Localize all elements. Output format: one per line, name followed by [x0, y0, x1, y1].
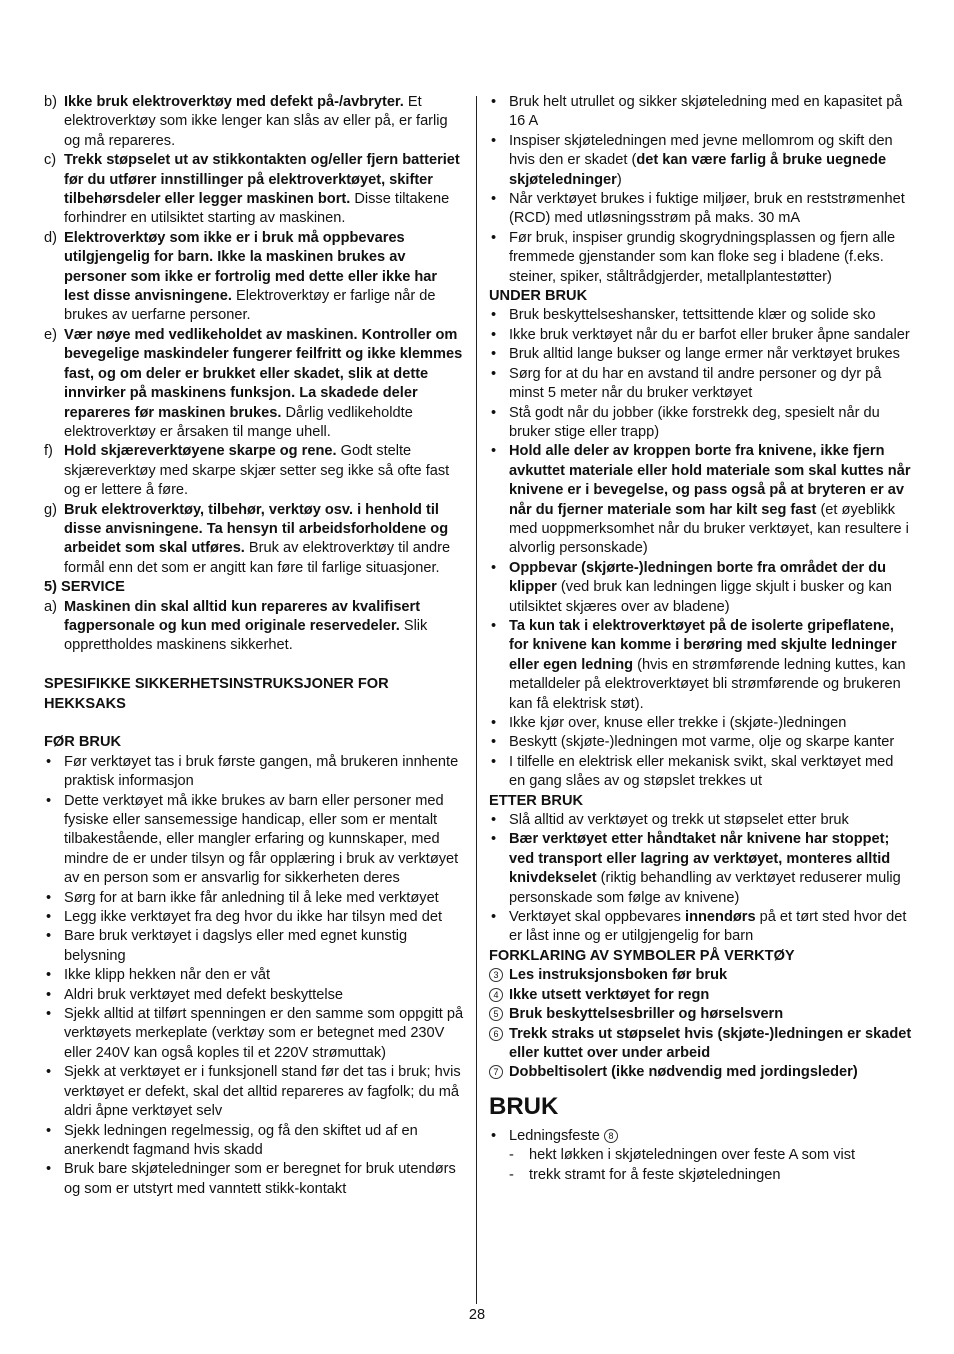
safety-item-body — [64, 229, 464, 326]
etter-bruk-bullet-text: Verktøyet skal oppbevares — [509, 909, 686, 926]
cord-bullet-body — [509, 93, 912, 132]
safety-item — [44, 93, 464, 151]
for-bruk-bullet — [44, 1063, 464, 1121]
for-bruk-bullet — [44, 1005, 464, 1063]
safety-item-text: Dårlig vedlikeholdte elektroverktøy er årsaken til mange uhell. — [64, 404, 413, 440]
cord-bullet-text: ) — [616, 171, 622, 188]
safety-item-label: c) — [44, 152, 57, 169]
bruk-bullet — [489, 1127, 912, 1146]
cord-bullet-body — [509, 229, 912, 287]
safety-item-label: b) — [44, 94, 57, 110]
under-bruk-bullet-body — [509, 753, 912, 792]
under-bruk-bullet-body — [509, 559, 912, 617]
bullet-icon: • — [491, 443, 497, 460]
for-bruk-bullet — [44, 792, 464, 889]
safety-item-bold: Trekk støpselet ut av stikkontakten og/eller fjern batteriet før du utfører innstillinger på elektroverktøyet, skifter tilbehørsdeler eller legger maskinen bort. — [64, 152, 460, 208]
symbol-item — [489, 1063, 912, 1082]
under-bruk-bullet-body — [509, 365, 912, 404]
under-bruk-bullet — [489, 345, 912, 364]
symbol-number — [489, 1025, 509, 1064]
under-bruk-bullet — [489, 442, 912, 558]
under-bruk-bullet-body — [509, 442, 912, 558]
under-bruk-heading: UNDER BRUK — [489, 288, 588, 305]
for-bruk-bullet — [44, 986, 464, 1005]
etter-bruk-bullet-body — [509, 811, 912, 830]
safety-item — [44, 442, 464, 500]
safety-item-bold: Elektroverktøy som ikke er i bruk må oppbevares utilgjengelig for barn. Ikke la maskinen brukes av personer som ikke er fortrolig med dette eller ikke har lest disse anvisningene. — [64, 229, 438, 305]
safety-item-label: f) — [44, 443, 53, 460]
symbol-number-icon: 3 — [489, 968, 503, 982]
bullet-icon: • — [46, 986, 52, 1003]
under-bruk-bullet-text: (et øyeblikk med uoppmerksomhet når du bruker verktøyet, kan resultere i alvorlig personskade) — [509, 501, 909, 557]
column-divider — [476, 96, 477, 1304]
bruk-title: BRUK — [489, 1092, 559, 1120]
bruk-dash-item — [489, 1146, 912, 1165]
safety-item-body — [64, 442, 464, 500]
for-bruk-bullet — [44, 889, 464, 908]
bruk-dash-text: hekt løkken i skjøteledningen over feste A som vist — [529, 1147, 856, 1164]
under-bruk-bullet-body — [509, 617, 912, 714]
under-bruk-bullet — [489, 733, 912, 752]
under-bruk-bullet-text: Sørg for at du har en avstand til andre personer og dyr på minst 5 meter når du bruker verktøyet — [509, 365, 882, 402]
bullet-icon: • — [491, 734, 497, 751]
under-bruk-bullet — [489, 714, 912, 733]
bruk-dash-list — [489, 1146, 912, 1185]
cord-bullet-text: Når verktøyet brukes i fuktige miljøer, bruk en reststrømenhet (RCD) med utløsningsstrøm på maks. 30 mA — [509, 191, 905, 227]
dash-icon: - — [509, 1166, 514, 1183]
under-bruk-list — [489, 306, 912, 791]
left-column — [44, 93, 464, 1199]
symbol-number-icon: 6 — [489, 1027, 503, 1041]
etter-bruk-list — [489, 811, 912, 947]
under-bruk-bullet — [489, 753, 912, 792]
for-bruk-bullet-text: Sjekk alltid at tilført spenningen er den samme som oppgitt på verktøyets merkeplate (verktøy som er betegnet med 230V eller 240V kan også koples til et 220V strømuttak) — [64, 1006, 464, 1061]
bullet-icon: • — [491, 715, 497, 731]
cord-bullet — [489, 190, 912, 229]
cord-bullet — [489, 132, 912, 190]
bullet-icon: • — [491, 753, 497, 770]
symbol-number — [489, 1005, 509, 1024]
safety-item-text: Et elektroverktøy som ikke lenger kan slås av eller på, er farlig og må repareres. — [64, 94, 448, 149]
for-bruk-bullet — [44, 908, 464, 927]
safety-item-bold: Hold skjæreverktøyene skarpe og rene. — [64, 443, 337, 460]
etter-bruk-bullet-bold: innendørs — [685, 909, 756, 926]
bullet-icon: • — [491, 1127, 497, 1144]
right-column — [489, 93, 912, 1185]
symbol-item — [489, 1025, 912, 1064]
safety-item-label: e) — [44, 326, 57, 343]
dash-icon: - — [509, 1147, 514, 1164]
symbol-number — [489, 1063, 509, 1082]
for-bruk-list — [44, 753, 464, 1199]
for-bruk-bullet-text: Før verktøyet tas i bruk første gangen, må brukeren innhente praktisk informasjon — [64, 753, 459, 790]
bullet-icon: • — [491, 191, 497, 208]
for-bruk-bullet-text: Ikke klipp hekken når den er våt — [64, 967, 271, 984]
service-item — [44, 598, 464, 656]
for-bruk-bullet-text: Sjekk ledningen regelmessig, og få den skiftet ud af en anerkendt fagmand hvis skadd — [64, 1122, 418, 1158]
for-bruk-bullet — [44, 1160, 464, 1199]
safety-item — [44, 501, 464, 579]
cord-bullet-bold: det kan være farlig å bruke uegnede skjøteledninger — [509, 152, 887, 188]
under-bruk-bullet-body — [509, 733, 912, 752]
for-bruk-bullet-text: Aldri bruk verktøyet med defekt beskyttelse — [64, 986, 344, 1003]
safety-item-bold: Bruk elektroverktøy, tilbehør, verktøy osv. i henhold til disse anvisningene. Ta hensyn til arbeidsforholdene og arbeidet som skal utføres. — [64, 501, 449, 557]
page-number: 28 — [468, 1307, 486, 1323]
symbol-item — [489, 1005, 912, 1024]
safety-item-body — [64, 501, 464, 579]
safety-item-body — [64, 151, 464, 229]
cord-bullet — [489, 229, 912, 287]
under-bruk-bullet — [489, 306, 912, 325]
safety-item-bold: Vær nøye med vedlikeholdet av maskinen. Kontroller om bevegelige maskindeler fungerer feilfritt og ikke klemmes fast, og om deler er brukket eller skadet, slik at dette innvirker på maskinens funksjon. La skadede deler repareres før maskinen brukes. — [64, 326, 463, 421]
bullet-icon: • — [46, 909, 52, 926]
etter-bruk-bullet-body — [509, 830, 912, 908]
bruk-bullet-text: Ledningsfeste — [509, 1127, 600, 1144]
bullet-icon: • — [46, 753, 52, 770]
etter-bruk-bullet — [489, 811, 912, 830]
under-bruk-bullet-text: Bruk alltid lange bukser og lange ermer når verktøyet brukes — [509, 346, 900, 363]
bullet-icon: • — [491, 365, 497, 382]
for-bruk-bullet-text: Bare bruk verktøyet i dagslys eller med egnet kunstig belysning — [64, 928, 408, 964]
for-bruk-bullet — [44, 927, 464, 966]
symbols-list — [489, 966, 912, 1082]
for-bruk-bullet-text: Bruk bare skjøteledninger som er beregnet for bruk utendørs og som er utstyrt med vanntett stikk-kontakt — [64, 1161, 456, 1197]
under-bruk-bullet — [489, 404, 912, 443]
under-bruk-bullet-text: Bruk beskyttelseshansker, tettsittende klær og solide sko — [509, 307, 876, 324]
safety-item-body — [64, 93, 464, 151]
symbols-heading: FORKLARING AV SYMBOLER PÅ VERKTØY — [489, 947, 795, 964]
bullet-icon: • — [491, 94, 497, 110]
under-bruk-bullet — [489, 617, 912, 714]
safety-item-body — [64, 326, 464, 442]
symbol-number — [489, 986, 509, 1005]
bullet-icon: • — [46, 1064, 52, 1081]
bullet-icon: • — [491, 617, 497, 634]
service-item-bold: Maskinen din skal alltid kun repareres av kvalifisert fagpersonale og kun med originale reservedeler. — [64, 598, 421, 634]
for-bruk-bullet-text: Legg ikke verktøyet fra deg hvor du ikke har tilsyn med det — [64, 909, 442, 926]
etter-bruk-bullet — [489, 908, 912, 947]
under-bruk-bullet-bold: Ta kun tak i elektroverktøyet på de isolerte gripeflatene, for knivene kan komme i berøring med skjulte ledninger eller egen ledning — [509, 617, 897, 673]
service-heading: 5) SERVICE — [44, 579, 125, 596]
under-bruk-bullet-text: Ikke kjør over, knuse eller trekke i (skjøte-)ledningen — [509, 715, 847, 731]
symbol-text: Trekk straks ut støpselet hvis (skjøte-)ledningen er skadet eller kuttet over under arbeid — [509, 1025, 912, 1061]
bullet-icon: • — [46, 1122, 52, 1139]
under-bruk-bullet-text: Ikke bruk verktøyet når du er barfot eller bruker åpne sandaler — [509, 326, 910, 343]
for-bruk-bullet-text: Sørg for at barn ikke får anledning til å leke med verktøyet — [64, 889, 439, 906]
under-bruk-bullet-bold: Oppbevar (skjørte-)ledningen borte fra området der du klipper — [509, 559, 887, 596]
bullet-icon: • — [46, 1006, 52, 1023]
for-bruk-heading: FØR BRUK — [44, 734, 122, 751]
under-bruk-bullet-body — [509, 345, 912, 364]
bullet-icon: • — [491, 812, 497, 829]
etter-bruk-bullet-body — [509, 908, 912, 947]
under-bruk-bullet — [489, 365, 912, 404]
symbol-text: Les instruksjonsboken før bruk — [509, 967, 728, 984]
under-bruk-bullet-text: (hvis en strømførende ledning kuttes, kan metalldeler på elektroverktøyet bli strømførende og brukeren kan få elektrisk støt). — [509, 656, 906, 712]
symbol-text: Ikke utsett verktøyet for regn — [509, 986, 710, 1003]
bullet-icon: • — [46, 928, 52, 945]
under-bruk-bullet — [489, 559, 912, 617]
under-bruk-bullet-text: Stå godt når du jobber (ikke forstrekk deg, spesielt når du bruker stige eller trapp) — [509, 404, 880, 440]
bullet-icon: • — [46, 1161, 52, 1178]
symbol-text: Bruk beskyttelsesbriller og hørselsvern — [509, 1006, 784, 1023]
safety-item-text: Godt stelte skjæreverktøy med skarpe skjær setter seg ikke så ofte fast og er lettere å føre. — [64, 443, 450, 499]
bruk-dash-text: trekk stramt for å feste skjøteledningen — [529, 1166, 781, 1183]
service-item-label: a) — [44, 598, 57, 615]
bullet-icon: • — [491, 831, 497, 848]
under-bruk-bullet-text: Beskytt (skjøte-)ledningen mot varme, olje og skarpe kanter — [509, 734, 895, 751]
under-bruk-bullet-body — [509, 326, 912, 345]
safety-item — [44, 326, 464, 442]
safety-item-label: d) — [44, 229, 57, 246]
bullet-icon: • — [491, 132, 497, 149]
symbol-number — [489, 966, 509, 985]
section-heading: SPESIFIKKE SIKKERHETSINSTRUKSJONER FOR HEKKSAKS — [44, 676, 389, 712]
safety-item-text: Elektroverktøy er farlige når de brukes av uerfarne personer. — [64, 288, 436, 324]
for-bruk-bullet-text: Sjekk at verktøyet er i funksjonell stand før det tas i bruk; hvis verktøyet er defekt, skal det alltid repareres av fagfolk; du må aldri åpne verktøyet selv — [64, 1064, 461, 1120]
bruk-dash-item — [489, 1166, 912, 1185]
bullet-icon: • — [46, 967, 52, 984]
under-bruk-bullet-text: (ved bruk kan ledningen ligge skjult i busker og kan utilsiktet skjæres over av bladene) — [509, 579, 892, 615]
symbol-number-icon: 5 — [489, 1007, 503, 1021]
service-item-text: Slik opprettholdes maskinens sikkerhet. — [64, 617, 428, 654]
symbol-number-icon: 4 — [489, 988, 503, 1002]
cord-bullet-body — [509, 132, 912, 190]
under-bruk-bullet-body — [509, 306, 912, 325]
extension-cord-list — [489, 93, 912, 287]
under-bruk-bullet — [489, 326, 912, 345]
cord-bullet-body — [509, 190, 912, 229]
safety-item-label: g) — [44, 501, 57, 518]
bullet-icon: • — [491, 326, 497, 343]
for-bruk-bullet-text: Dette verktøyet må ikke brukes av barn eller personer med fysiske eller sansemessige handicap, eller som er mentalt tilbakestående, eller mangler erfaring og kunnskaper, med mindre de er under tilsyn og får opplæring i bruk av verktøyet av en person som er ansvarlig for sikkerheten deres — [64, 792, 459, 887]
etter-bruk-bullet-text: Slå alltid av verktøyet og trekk ut støpselet etter bruk — [509, 812, 849, 829]
bullet-icon: • — [491, 229, 497, 246]
for-bruk-bullet — [44, 753, 464, 792]
bullet-icon: • — [491, 404, 497, 421]
symbol-item — [489, 966, 912, 985]
cord-bullet-text: Inspiser skjøteledningen med jevne mellomrom og skift den hvis den er skadet ( — [509, 132, 893, 169]
symbol-number-icon: 7 — [489, 1065, 503, 1079]
symbol-item — [489, 986, 912, 1005]
bullet-icon: • — [491, 909, 497, 926]
bullet-icon: • — [491, 559, 497, 576]
cord-bullet-text: Før bruk, inspiser grundig skogrydningsplassen og fjern alle fremmede gjenstander som kan floke seg i bladene (f.eks. steiner, spiker, ståltrådgjerder, metallplantestøtter) — [509, 229, 896, 285]
etter-bruk-bullet-bold: Bær verktøyet etter håndtaket når knivene har stoppet; ved transport eller lagring av verktøyet, monteres alltid knivdekselet — [509, 831, 891, 887]
under-bruk-bullet-text: I tilfelle en elektrisk eller mekanisk svikt, skal verktøyet med en gang slåes av og støpslet trekkes ut — [509, 753, 894, 790]
for-bruk-bullet — [44, 966, 464, 985]
bullet-icon: • — [491, 307, 497, 324]
safety-item — [44, 229, 464, 326]
etter-bruk-bullet-text: på et tørt sted hvor det er låst inne og er utilgjengelig for barn — [509, 909, 907, 945]
bullet-icon: • — [46, 792, 52, 809]
safety-item-text: Bruk av elektroverktøy til andre formål enn det som er angitt kan føre til farlige situasjoner. — [64, 540, 451, 576]
safety-item-bold: Ikke bruk elektroverktøy med defekt på-/avbryter. — [64, 94, 404, 110]
safety-item — [44, 151, 464, 229]
bullet-icon: • — [46, 889, 52, 906]
cord-bullet-text: Bruk helt utrullet og sikker skjøteledning med en kapasitet på 16 A — [509, 94, 903, 130]
under-bruk-bullet-bold: Hold alle deler av kroppen borte fra knivene, ikke fjern avkuttet materiale eller hold materiale som skal kuttes når knivene er i bevegelse, og pass også på at bryteren er av når du fjerner materiale som har kilt seg fast — [509, 443, 911, 518]
ref-number-icon: 8 — [604, 1129, 618, 1143]
under-bruk-bullet-body — [509, 404, 912, 443]
bullet-icon: • — [491, 346, 497, 363]
etter-bruk-bullet-text: (riktig behandling av verktøyet reduserer mulig personskade som følge av knivene) — [509, 870, 901, 906]
symbol-text: Dobbeltisolert (ikke nødvendig med jordingsleder) — [509, 1064, 858, 1081]
safety-item-text: Disse tiltakene forhindrer en utilsiktet starting av maskinen. — [64, 191, 450, 227]
etter-bruk-heading: ETTER BRUK — [489, 792, 584, 809]
for-bruk-bullet — [44, 1122, 464, 1161]
etter-bruk-bullet — [489, 830, 912, 908]
safety-items-list — [44, 93, 464, 578]
under-bruk-bullet-body — [509, 714, 912, 733]
cord-bullet — [489, 93, 912, 132]
